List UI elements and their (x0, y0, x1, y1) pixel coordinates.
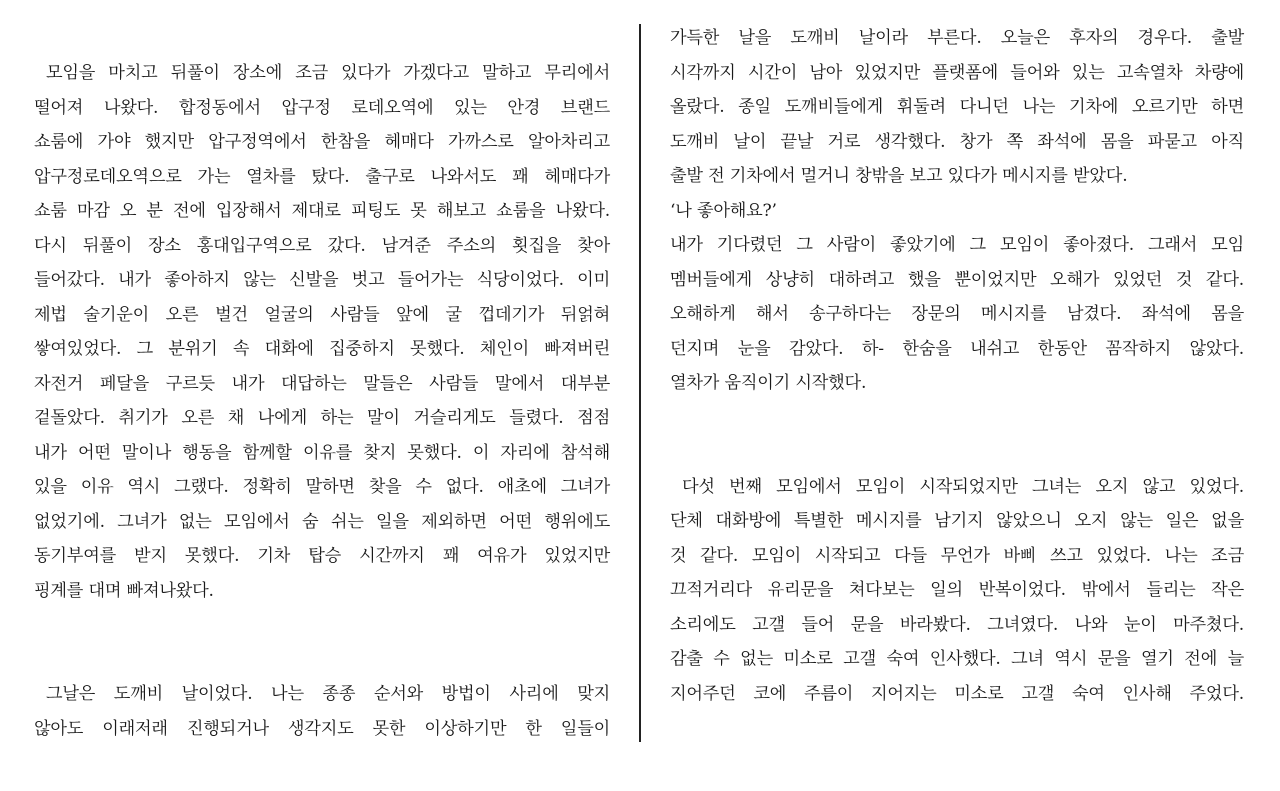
text-line: ‘나 좋아해요?’ (670, 200, 777, 221)
right-text-column (670, 21, 1244, 711)
text-line: 출발 전 기차에서 멀거니 창밖을 보고 있다가 메시지를 받았다. (670, 166, 1128, 186)
text-line: 가득한 날을 도깨비 날이라 부른다. 오늘은 후자의 경우다. 출발 (670, 28, 1244, 48)
left-text-column (34, 56, 610, 746)
text-line: 멤버들에게 상냥히 대하려고 했을 뿐이었지만 오해가 있었던 것 같다. (670, 269, 1244, 290)
text-line: 소리에도 고갤 들어 문을 바라봤다. 그녀였다. 나와 눈이 마주쳤다. (670, 614, 1244, 635)
text-line: 올랐다. 종일 도깨비들에게 휘둘려 다니던 나는 기차에 오르기만 하면 (670, 97, 1244, 117)
text-line: 지어주던 코에 주름이 지어지는 미소로 고갤 숙여 인사해 주었다. (670, 683, 1244, 704)
text-line: 것 같다. 모임이 시작되고 다들 무언가 바삐 쓰고 있었다. 나는 조금 (670, 545, 1244, 566)
paragraph (34, 677, 610, 746)
text-line: 시각까지 시간이 남아 있었지만 플랫폼에 들어와 있는 고속열차 차량에 (670, 62, 1244, 83)
text-line: 자전거 페달을 구르듯 내가 대답하는 말들은 사람들 말에서 대부분 (34, 373, 610, 394)
text-line: 열차가 움직이기 시작했다. (670, 373, 867, 393)
text-line: 있을 이유 역시 그랬다. 정확히 말하면 찾을 수 없다. 애초에 그녀가 (34, 477, 610, 497)
text-line: 제법 술기운이 오른 벌건 얼굴의 사람들 앞에 굴 껍데기가 뒤얽혀 (34, 304, 610, 325)
text-line: 내가 기다렸던 그 사람이 좋았기에 그 모임이 좋아졌다. 그래서 모임 (670, 235, 1244, 255)
text-line: 오해하게 해서 송구하다는 장문의 메시지를 남겼다. 좌석에 몸을 (670, 304, 1244, 324)
text-line: 도깨비 날이 끝날 거로 생각했다. 창가 쪽 좌석에 몸을 파묻고 아직 (670, 131, 1244, 152)
text-line: 다시 뒤풀이 장소 홍대입구역으로 갔다. 남겨준 주소의 횟집을 찾아 (34, 235, 610, 256)
text-line: 모임을 마치고 뒤풀이 장소에 조금 있다가 가겠다고 말하고 무리에서 (46, 63, 610, 83)
text-line: 감출 수 없는 미소로 고갤 숙여 인사했다. 그녀 역시 문을 열기 전에 늘 (670, 649, 1244, 669)
text-line: 내가 어떤 말이나 행동을 함께할 이유를 찾지 못했다. 이 자리에 참석해 (34, 442, 610, 463)
column-divider (639, 24, 641, 742)
text-line: 던지며 눈을 감았다. 하- 한숨을 내쉬고 한동안 꼼작하지 않았다. (670, 338, 1244, 359)
paragraph (670, 21, 1244, 401)
text-line: 떨어져 나왔다. 합정동에서 압구정 로데오역에 있는 안경 브랜드 (34, 97, 610, 118)
paragraph-gap (670, 401, 1244, 470)
text-line: 동기부여를 받지 못했다. 기차 탑승 시간까지 꽤 여유가 있었지만 (34, 546, 610, 566)
paragraph-gap (34, 608, 610, 677)
paragraph (34, 56, 610, 608)
text-line: 겉돌았다. 취기가 오른 채 나에게 하는 말이 거슬리게도 들렸다. 점점 (34, 408, 610, 428)
text-line: 다섯 번째 모임에서 모임이 시작되었지만 그녀는 오지 않고 있었다. (682, 476, 1244, 497)
text-line: 않아도 이래저래 진행되거나 생각지도 못한 이상하기만 한 일들이 (34, 718, 610, 739)
text-line: 단체 대화방에 특별한 메시지를 남기지 않았으니 오지 않는 일은 없을 (670, 511, 1244, 531)
text-line: 쇼룸 마감 오 분 전에 입장해서 제대로 피팅도 못 해보고 쇼룸을 나왔다. (34, 201, 610, 221)
text-line: 없었기에. 그녀가 없는 모임에서 숨 쉬는 일을 제외하면 어떤 행위에도 (34, 511, 610, 532)
text-line: 들어갔다. 내가 좋아하지 않는 신발을 벗고 들어가는 식당이었다. 이미 (34, 270, 610, 290)
paragraph (670, 470, 1244, 712)
text-line: 핑계를 대며 빠져나왔다. (34, 580, 214, 601)
text-line: 압구정로데오역으로 가는 열차를 탔다. 출구로 나와서도 꽤 헤매다가 (34, 166, 610, 187)
text-line: 끄적거리다 유리문을 쳐다보는 일의 반복이었다. 밖에서 들리는 작은 (670, 580, 1244, 600)
text-line: 그날은 도깨비 날이었다. 나는 종종 순서와 방법이 사리에 맞지 (46, 684, 610, 704)
text-line: 쇼룸에 가야 했지만 압구정역에서 한참을 헤매다 가까스로 알아차리고 (34, 132, 610, 152)
text-line: 쌓여있었다. 그 분위기 속 대화에 집중하지 못했다. 체인이 빠져버린 (34, 339, 610, 359)
